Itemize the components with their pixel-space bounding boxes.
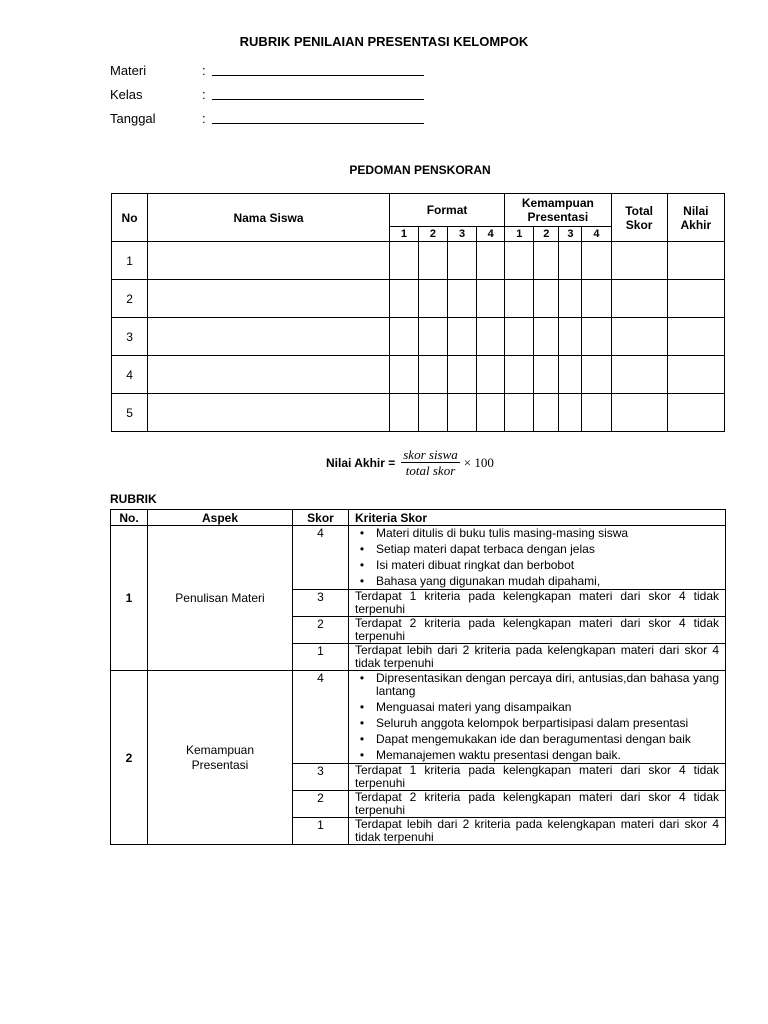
bullet-icon: • <box>359 716 365 730</box>
row-number: 2 <box>112 280 148 318</box>
meta-label: Kelas <box>110 87 143 102</box>
cell-total[interactable] <box>611 280 667 318</box>
cell[interactable] <box>559 394 582 432</box>
meta-colon: : <box>202 111 206 126</box>
cell-total[interactable] <box>611 356 667 394</box>
rubric-table <box>110 509 726 845</box>
cell[interactable] <box>505 242 534 280</box>
table-row <box>112 242 725 280</box>
table-row <box>112 318 725 356</box>
aspect-number: 1 <box>111 526 148 671</box>
format-score-1: 1 <box>389 227 418 242</box>
cell[interactable] <box>534 280 559 318</box>
criteria-text: Dipresentasikan dengan percaya diri, antusias,dan bahasa yang lantang <box>376 671 719 698</box>
cell[interactable] <box>559 318 582 356</box>
cell[interactable] <box>448 280 477 318</box>
cell-nama[interactable] <box>148 242 390 280</box>
cell-total[interactable] <box>611 242 667 280</box>
row-number: 1 <box>112 242 148 280</box>
kemampuan-score-4: 4 <box>582 227 611 242</box>
bullet-icon: • <box>359 671 365 685</box>
cell[interactable] <box>418 318 447 356</box>
list-item <box>355 672 719 698</box>
cell[interactable] <box>582 394 611 432</box>
criteria-text: Terdapat lebih dari 2 kriteria pada kelengkapan materi dari skor 4 tidak terpenuhi <box>349 644 726 671</box>
cell-total[interactable] <box>611 318 667 356</box>
bullet-icon: • <box>359 526 365 540</box>
meta-label: Materi <box>110 63 147 78</box>
row-number: 4 <box>112 356 148 394</box>
cell[interactable] <box>477 318 505 356</box>
criteria-list <box>355 527 719 588</box>
table-row <box>112 356 725 394</box>
skor-value: 1 <box>293 644 349 671</box>
cell[interactable] <box>559 280 582 318</box>
cell[interactable] <box>505 356 534 394</box>
bullet-icon: • <box>359 748 365 762</box>
skor-value: 1 <box>293 818 349 845</box>
skor-value: 3 <box>293 590 349 617</box>
cell-nilai[interactable] <box>667 242 724 280</box>
scoring-header-row <box>112 194 725 227</box>
criteria-cell <box>349 526 726 590</box>
meta-colon: : <box>202 63 206 78</box>
table-row <box>112 394 725 432</box>
cell[interactable] <box>534 242 559 280</box>
criteria-text: Isi materi dibuat ringkat dan berbobot <box>376 558 575 572</box>
bullet-icon: • <box>359 700 365 714</box>
cell-nilai[interactable] <box>667 394 724 432</box>
cell[interactable] <box>448 318 477 356</box>
cell[interactable] <box>559 242 582 280</box>
format-score-2: 2 <box>418 227 447 242</box>
rubric-row <box>111 526 726 590</box>
cell[interactable] <box>418 394 447 432</box>
formula-fraction <box>401 447 460 479</box>
meta-row-materi <box>110 62 424 86</box>
header-kemampuan-presentasi: Kemampuan Presentasi <box>505 194 611 227</box>
skor-value: 2 <box>293 791 349 818</box>
cell-nilai[interactable] <box>667 356 724 394</box>
criteria-text: Terdapat 2 kriteria pada kelengkapan materi dari skor 4 tidak terpenuhi <box>349 791 726 818</box>
skor-value: 4 <box>293 671 349 764</box>
aspect-number: 2 <box>111 671 148 845</box>
rubric-header-row <box>111 510 726 526</box>
header-no: No <box>112 194 148 242</box>
pedoman-title: PEDOMAN PENSKORAN <box>349 163 491 177</box>
cell[interactable] <box>505 318 534 356</box>
cell[interactable] <box>582 280 611 318</box>
formula-denominator: total skor <box>405 463 456 478</box>
skor-value: 3 <box>293 764 349 791</box>
meta-label: Tanggal <box>110 111 156 126</box>
criteria-text: Terdapat 2 kriteria pada kelengkapan materi dari skor 4 tidak terpenuhi <box>349 617 726 644</box>
cell[interactable] <box>477 242 505 280</box>
bullet-icon: • <box>359 732 365 746</box>
cell[interactable] <box>559 356 582 394</box>
criteria-text: Seluruh anggota kelompok berpartisipasi dalam presentasi <box>376 716 689 730</box>
aspect-name <box>148 671 293 845</box>
cell[interactable] <box>477 356 505 394</box>
meta-row-tanggal <box>110 110 424 134</box>
cell[interactable] <box>534 318 559 356</box>
cell-nama[interactable] <box>148 356 390 394</box>
aspect-name: Penulisan Materi <box>148 526 293 671</box>
scoring-table <box>111 193 725 432</box>
list-item <box>355 559 719 572</box>
skor-value: 4 <box>293 526 349 590</box>
format-score-4: 4 <box>477 227 505 242</box>
cell-nama[interactable] <box>148 394 390 432</box>
criteria-text: Dapat mengemukakan ide dan beragumentasi dengan baik <box>376 732 691 746</box>
rubric-header-kriteria: Kriteria Skor <box>349 510 726 526</box>
bullet-icon: • <box>359 558 365 572</box>
cell[interactable] <box>418 280 447 318</box>
list-item <box>355 575 719 588</box>
cell[interactable] <box>505 394 534 432</box>
kemampuan-score-3: 3 <box>559 227 582 242</box>
cell[interactable] <box>448 356 477 394</box>
rubric-header-aspek: Aspek <box>148 510 293 526</box>
list-item <box>355 717 719 730</box>
formula-label: Nilai Akhir = <box>326 456 396 470</box>
cell[interactable] <box>389 280 418 318</box>
cell[interactable] <box>448 394 477 432</box>
cell[interactable] <box>582 318 611 356</box>
kemampuan-score-1: 1 <box>505 227 534 242</box>
cell[interactable] <box>477 280 505 318</box>
header-total-skor: Total Skor <box>611 194 667 242</box>
rubric-row <box>111 671 726 764</box>
criteria-list <box>355 672 719 762</box>
kelas-blank-line[interactable] <box>212 86 424 100</box>
cell[interactable] <box>389 356 418 394</box>
cell[interactable] <box>389 242 418 280</box>
cell-nilai[interactable] <box>667 318 724 356</box>
cell[interactable] <box>418 356 447 394</box>
bullet-icon: • <box>359 574 365 588</box>
header-format: Format <box>389 194 504 227</box>
criteria-text: Setiap materi dapat terbaca dengan jelas <box>376 542 595 556</box>
criteria-text: Memanajemen waktu presentasi dengan baik. <box>376 748 621 762</box>
formula-numerator: skor siswa <box>403 447 458 462</box>
criteria-text: Bahasa yang digunakan mudah dipahami, <box>376 574 601 588</box>
criteria-cell <box>349 671 726 764</box>
meta-row-kelas <box>110 86 424 110</box>
list-item <box>355 733 719 746</box>
cell[interactable] <box>534 356 559 394</box>
cell[interactable] <box>389 394 418 432</box>
cell[interactable] <box>448 242 477 280</box>
list-item <box>355 701 719 714</box>
header-nilai-akhir: Nilai Akhir <box>667 194 724 242</box>
header-nama-siswa: Nama Siswa <box>148 194 390 242</box>
list-item <box>355 543 719 556</box>
rubric-header-skor: Skor <box>293 510 349 526</box>
row-number: 3 <box>112 318 148 356</box>
row-number: 5 <box>112 394 148 432</box>
meta-fields <box>110 62 424 134</box>
cell[interactable] <box>477 394 505 432</box>
skor-value: 2 <box>293 617 349 644</box>
cell[interactable] <box>418 242 447 280</box>
cell[interactable] <box>582 242 611 280</box>
criteria-text: Menguasai materi yang disampaikan <box>376 700 572 714</box>
aspect-name-text: Kemampuan Presentasi <box>185 742 255 772</box>
rubrik-title: RUBRIK <box>110 492 157 506</box>
list-item <box>355 527 719 540</box>
meta-colon: : <box>202 87 206 102</box>
cell-nama[interactable] <box>148 318 390 356</box>
criteria-text: Terdapat lebih dari 2 kriteria pada kelengkapan materi dari skor 4 tidak terpenuhi <box>349 818 726 845</box>
cell-total[interactable] <box>611 394 667 432</box>
document-title: RUBRIK PENILAIAN PRESENTASI KELOMPOK <box>239 34 529 49</box>
table-row <box>112 280 725 318</box>
rubric-header-no: No. <box>111 510 148 526</box>
criteria-text: Terdapat 1 kriteria pada kelengkapan materi dari skor 4 tidak terpenuhi <box>349 590 726 617</box>
materi-blank-line[interactable] <box>212 62 424 76</box>
formula-multiplier: × 100 <box>463 455 494 470</box>
cell[interactable] <box>534 394 559 432</box>
tanggal-blank-line[interactable] <box>212 110 424 124</box>
criteria-text: Materi ditulis di buku tulis masing-masing siswa <box>376 526 629 540</box>
kemampuan-score-2: 2 <box>534 227 559 242</box>
criteria-text: Terdapat 1 kriteria pada kelengkapan materi dari skor 4 tidak terpenuhi <box>349 764 726 791</box>
cell[interactable] <box>389 318 418 356</box>
list-item <box>355 749 719 762</box>
cell[interactable] <box>505 280 534 318</box>
nilai-akhir-formula <box>326 447 494 479</box>
cell[interactable] <box>582 356 611 394</box>
format-score-3: 3 <box>448 227 477 242</box>
cell-nama[interactable] <box>148 280 390 318</box>
bullet-icon: • <box>359 542 365 556</box>
cell-nilai[interactable] <box>667 280 724 318</box>
